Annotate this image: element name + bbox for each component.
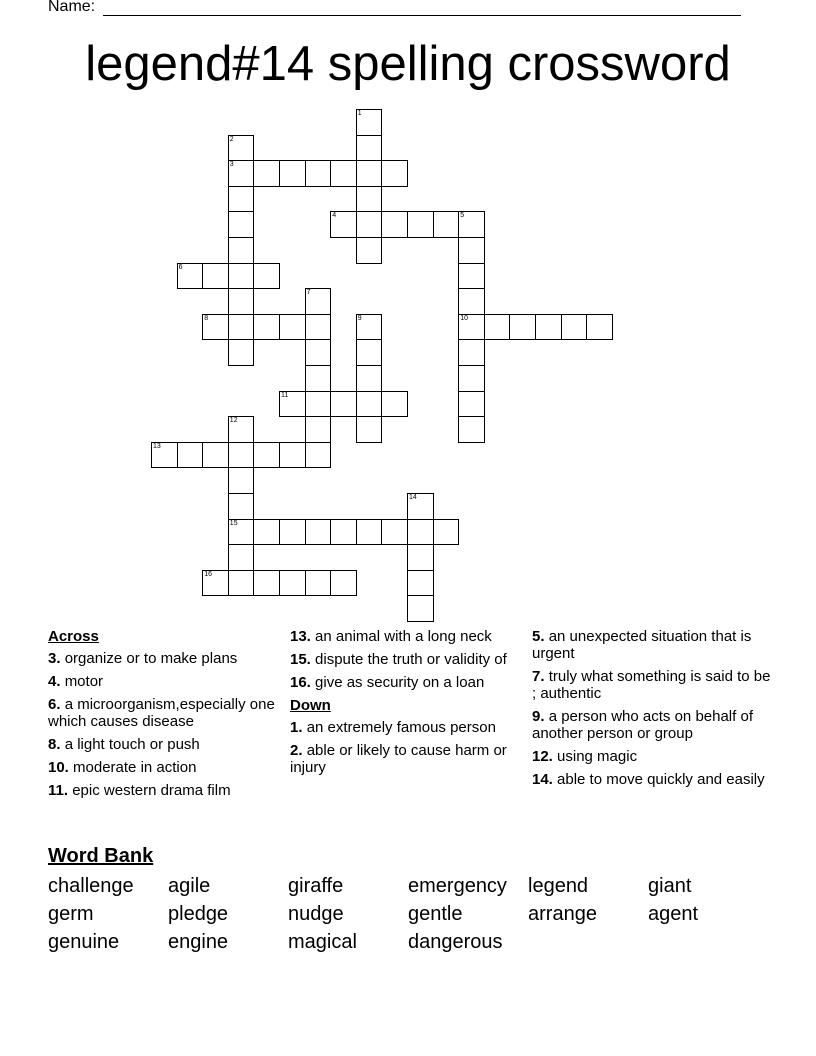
clue-number: 7.: [532, 668, 545, 685]
grid-cell[interactable]: [228, 186, 255, 213]
clue-number: 4.: [48, 673, 61, 690]
clue-down-7: [532, 668, 772, 702]
grid-cell-number: 11: [281, 391, 289, 399]
grid-cell-number: 10: [460, 314, 468, 322]
clue-text: epic western drama film: [72, 782, 231, 799]
grid-cell[interactable]: [381, 211, 408, 238]
grid-cell[interactable]: [305, 519, 332, 546]
grid-cell[interactable]: [330, 519, 357, 546]
word-bank-item: nudge: [288, 903, 344, 925]
grid-cell[interactable]: [458, 365, 485, 392]
clue-number: 9.: [532, 708, 545, 725]
word-bank-item: giant: [648, 875, 692, 897]
across-heading: Across: [48, 628, 99, 645]
clue-text: an extremely famous person: [306, 719, 496, 736]
grid-cell[interactable]: [356, 186, 383, 213]
grid-cell-number: 14: [409, 494, 417, 501]
clue-across-15: [290, 651, 522, 668]
grid-cell-number: 7: [306, 289, 311, 297]
clue-text: moderate in action: [73, 759, 197, 776]
word-bank-item: emergency: [408, 875, 507, 897]
grid-cell[interactable]: [356, 211, 383, 238]
grid-cell[interactable]: [509, 314, 536, 341]
grid-cell[interactable]: [356, 391, 383, 418]
grid-cell[interactable]: [561, 314, 588, 341]
word-bank-title: Word Bank: [48, 845, 154, 867]
grid-cell[interactable]: [279, 314, 306, 341]
grid-cell[interactable]: [228, 493, 255, 520]
clue-down-12: [532, 748, 772, 765]
clue-text: dispute the truth or validity of: [315, 651, 507, 668]
word-bank-item: genuine: [48, 931, 120, 953]
grid-cell[interactable]: [305, 339, 332, 366]
clue-number: 11.: [48, 782, 69, 799]
grid-cell[interactable]: [356, 135, 383, 162]
grid-cell[interactable]: [279, 442, 306, 469]
grid-cell-number: 9: [357, 314, 362, 322]
grid-cell[interactable]: [228, 442, 255, 469]
grid-cell[interactable]: [228, 211, 255, 238]
grid-cell[interactable]: [330, 391, 357, 418]
word-bank-item: arrange: [528, 903, 597, 925]
grid-cell[interactable]: [458, 263, 485, 290]
clue-number: 5.: [532, 628, 545, 645]
clue-number: 12.: [532, 748, 553, 765]
grid-cell[interactable]: [458, 391, 485, 418]
clue-number: 1.: [290, 719, 303, 736]
grid-cell[interactable]: [228, 263, 255, 290]
clue-across-16: [290, 674, 522, 691]
clue-down-14: [532, 771, 772, 788]
grid-cell[interactable]: [305, 416, 332, 443]
clue-number: 16.: [290, 674, 311, 691]
word-bank-item: germ: [48, 903, 94, 925]
clue-number: 13.: [290, 628, 311, 645]
grid-cell[interactable]: [458, 416, 485, 443]
grid-cell[interactable]: [356, 160, 383, 187]
grid-cell[interactable]: [458, 288, 485, 315]
word-bank-item: dangerous: [408, 931, 503, 953]
grid-cell[interactable]: [305, 391, 332, 418]
clues-column-1: [48, 628, 280, 805]
clue-down-5: [532, 628, 772, 662]
grid-cell[interactable]: [228, 544, 255, 571]
clue-text: a microorganism,especially one which causes disease: [48, 696, 275, 730]
grid-cell[interactable]: [305, 570, 332, 597]
grid-cell-number: 12: [229, 417, 238, 425]
clue-text: able or likely to cause harm or injury: [290, 742, 507, 776]
grid-cell-number: 6: [178, 263, 183, 271]
clue-text: able to move quickly and easily: [557, 771, 765, 788]
clue-number: 8.: [48, 736, 61, 753]
clue-number: 14.: [532, 771, 553, 788]
clue-number: 15.: [290, 651, 311, 668]
grid-cell[interactable]: [228, 288, 255, 315]
grid-cell[interactable]: [407, 211, 434, 238]
grid-cell[interactable]: [381, 160, 408, 187]
clue-text: truly what something is said to be ; authentic: [532, 668, 771, 702]
clue-across-10: [48, 759, 280, 776]
grid-cell[interactable]: [381, 519, 408, 546]
grid-cell[interactable]: [356, 519, 383, 546]
word-bank-item: magical: [288, 931, 357, 953]
name-label: Name:: [48, 0, 96, 15]
word-bank-item: gentle: [408, 903, 463, 925]
grid-cell[interactable]: [407, 519, 434, 546]
down-heading: Down: [290, 697, 331, 714]
grid-cell[interactable]: [305, 365, 332, 392]
clue-across-13: [290, 628, 522, 645]
grid-cell[interactable]: [330, 160, 357, 187]
grid-cell[interactable]: [228, 314, 255, 341]
clue-across-6: [48, 696, 280, 730]
grid-cell[interactable]: [586, 314, 613, 341]
grid-cell[interactable]: [356, 416, 383, 443]
clue-text: using magic: [557, 748, 638, 765]
clue-text: an unexpected situation that is urgent: [532, 628, 752, 662]
grid-cell[interactable]: [177, 442, 204, 469]
grid-cell[interactable]: [305, 314, 332, 341]
grid-cell[interactable]: [458, 339, 485, 366]
word-bank-item: legend: [528, 875, 589, 897]
grid-cell-number: 2: [229, 135, 234, 143]
grid-cell[interactable]: [202, 263, 229, 290]
word-bank-item: engine: [168, 931, 229, 953]
clue-number: 10.: [48, 759, 69, 776]
grid-cell[interactable]: [202, 442, 229, 469]
grid-cell[interactable]: [253, 314, 280, 341]
grid-cell[interactable]: [228, 570, 255, 597]
word-bank-item: agile: [168, 875, 211, 897]
grid-cell[interactable]: [253, 442, 280, 469]
grid-cell[interactable]: [356, 339, 383, 366]
grid-cell-number: 3: [229, 161, 234, 169]
clue-text: an animal with a long neck: [315, 628, 492, 645]
grid-cell[interactable]: [253, 263, 280, 290]
grid-cell[interactable]: [305, 160, 332, 187]
grid-cell-number: 1: [357, 110, 362, 117]
clues-column-2: [290, 628, 522, 782]
grid-cell[interactable]: [228, 467, 255, 494]
clue-text: give as security on a loan: [315, 674, 485, 691]
word-bank-item: agent: [648, 903, 699, 925]
grid-cell[interactable]: [381, 391, 408, 418]
grid-cell[interactable]: [535, 314, 562, 341]
clue-across-8: [48, 736, 280, 753]
clue-down-9: [532, 708, 772, 742]
grid-cell[interactable]: [407, 544, 434, 571]
grid-cell[interactable]: [279, 519, 306, 546]
clue-text: a light touch or push: [64, 736, 200, 753]
grid-cell[interactable]: [305, 442, 332, 469]
grid-cell[interactable]: [433, 519, 460, 546]
grid-cell[interactable]: [253, 519, 280, 546]
grid-cell[interactable]: [356, 365, 383, 392]
grid-cell[interactable]: [458, 237, 485, 264]
grid-cell[interactable]: [279, 160, 306, 187]
clue-text: a person who acts on behalf of another person or group: [532, 708, 753, 742]
clue-down-1: [290, 719, 522, 736]
grid-cell[interactable]: [484, 314, 511, 341]
grid-cell-number: 13: [153, 442, 161, 450]
grid-cell[interactable]: [330, 570, 357, 597]
grid-cell[interactable]: [407, 595, 434, 622]
clue-across-11: [48, 782, 280, 799]
page-title: legend#14 spelling crossword: [85, 37, 731, 91]
clue-number: 3.: [48, 650, 61, 667]
grid-cell[interactable]: [279, 570, 306, 597]
grid-cell-number: 4: [332, 212, 337, 220]
grid-cell-number: 5: [460, 212, 465, 220]
grid-cell[interactable]: [407, 570, 434, 597]
grid-cell-number: 15: [229, 519, 238, 527]
grid-cell[interactable]: [253, 570, 280, 597]
clue-across-3: [48, 650, 280, 667]
clue-text: motor: [64, 673, 104, 690]
clue-number: 2.: [290, 742, 303, 759]
grid-cell[interactable]: [433, 211, 460, 238]
grid-cell[interactable]: [356, 237, 383, 264]
grid-cell[interactable]: [228, 237, 255, 264]
clue-text: organize or to make plans: [64, 650, 238, 667]
clue-down-2: [290, 742, 522, 776]
grid-cell-number: 16: [204, 570, 212, 578]
grid-cell[interactable]: [253, 160, 280, 187]
clue-number: 6.: [48, 696, 61, 713]
clue-across-4: [48, 673, 280, 690]
clues-column-3: [532, 628, 772, 794]
word-bank-item: giraffe: [288, 875, 344, 897]
grid-cell[interactable]: [228, 339, 255, 366]
word-bank-item: pledge: [168, 903, 229, 925]
word-bank-item: challenge: [48, 875, 134, 897]
grid-cell-number: 8: [204, 314, 209, 322]
